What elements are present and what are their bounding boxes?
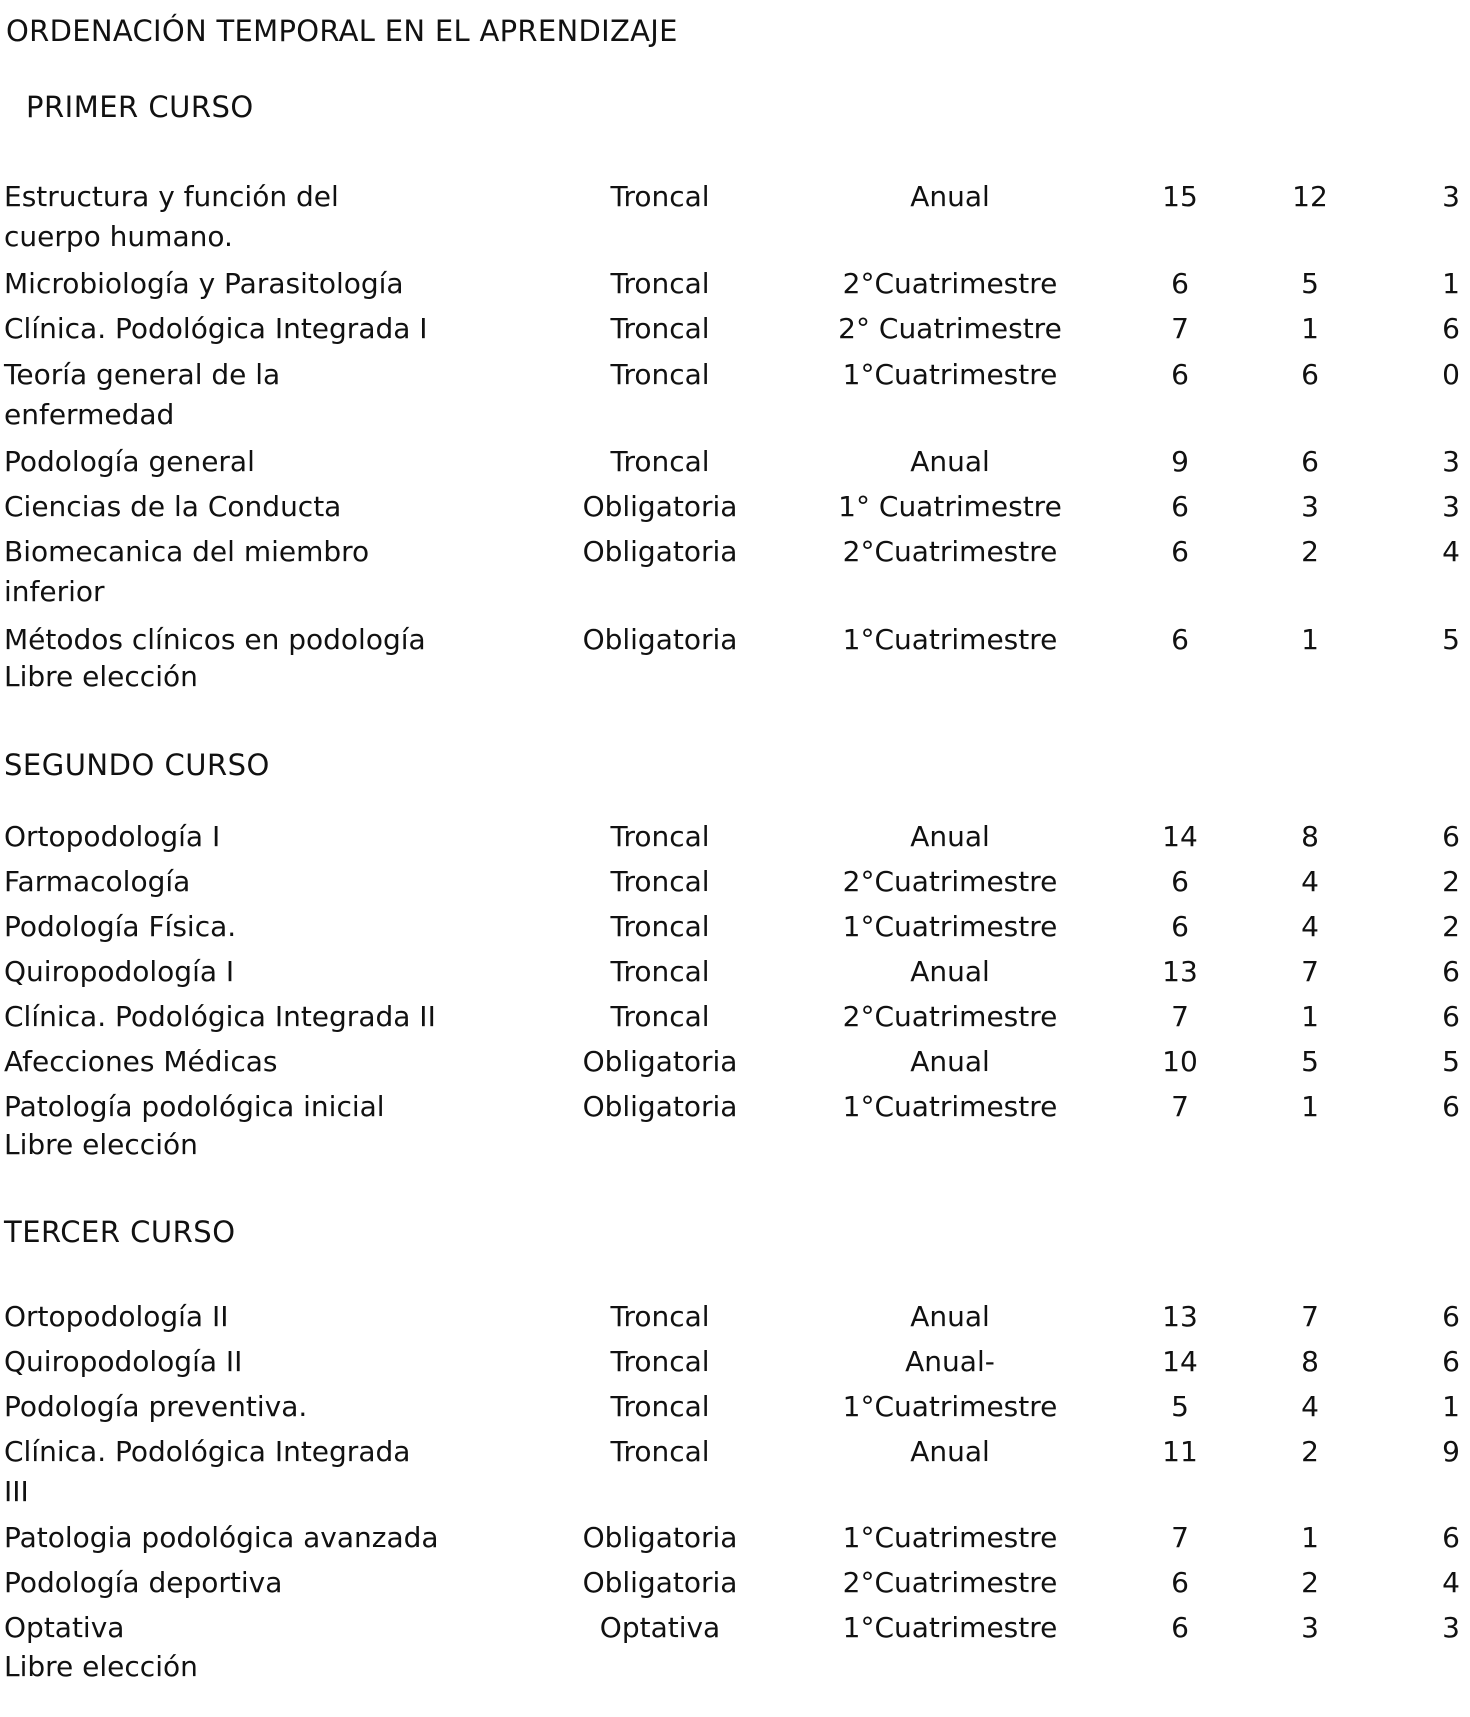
subject-type: Obligatoria	[582, 490, 738, 523]
subject-name: Quiropodología I	[4, 955, 235, 988]
libre-eleccion-label: Libre elección	[4, 660, 198, 693]
subject-type: Troncal	[610, 1435, 710, 1468]
table-row	[0, 1085, 1470, 1129]
table-row	[0, 905, 1470, 949]
credits-theory: 7	[1301, 955, 1319, 988]
subject-period: 1°Cuatrimestre	[842, 910, 1058, 943]
credits-practice: 5	[1442, 623, 1460, 656]
table-row	[0, 1516, 1470, 1560]
table-row	[0, 950, 1470, 994]
credits-practice: 1	[1442, 1390, 1460, 1423]
subject-period: 1°Cuatrimestre	[842, 1090, 1058, 1123]
credits-total: 7	[1171, 1000, 1189, 1033]
table-row	[0, 1561, 1470, 1605]
subject-period: 2°Cuatrimestre	[842, 1566, 1058, 1599]
section-heading: PRIMER CURSO	[26, 90, 254, 124]
credits-theory: 1	[1301, 312, 1319, 345]
subject-type: Troncal	[610, 955, 710, 988]
table-row	[0, 1040, 1470, 1084]
credits-theory: 1	[1301, 1090, 1319, 1123]
subject-period: 1° Cuatrimestre	[838, 490, 1062, 523]
credits-theory: 6	[1301, 358, 1319, 391]
credits-theory: 4	[1301, 910, 1319, 943]
credits-practice: 6	[1442, 1000, 1460, 1033]
table-row	[0, 440, 1470, 484]
credits-practice: 6	[1442, 1345, 1460, 1378]
credits-theory: 4	[1301, 865, 1319, 898]
subject-name: Microbiología y Parasitología	[4, 267, 404, 300]
subject-period: Anual	[910, 820, 990, 853]
subject-period: Anual	[910, 955, 990, 988]
subject-period: Anual	[910, 1045, 990, 1078]
subject-name: Afecciones Médicas	[4, 1045, 278, 1078]
subject-period: 2°Cuatrimestre	[842, 267, 1058, 300]
subject-name: Clínica. Podológica Integrada	[4, 1435, 411, 1468]
section-heading: SEGUNDO CURSO	[4, 748, 270, 782]
credits-practice: 1	[1442, 267, 1460, 300]
subject-type: Troncal	[610, 180, 710, 213]
credits-total: 6	[1171, 535, 1189, 568]
subject-type: Troncal	[610, 1000, 710, 1033]
credits-theory: 1	[1301, 1521, 1319, 1554]
subject-name-continued: enfermedad	[4, 398, 175, 431]
subject-type: Troncal	[610, 820, 710, 853]
subject-period: Anual	[910, 180, 990, 213]
credits-practice: 6	[1442, 312, 1460, 345]
libre-eleccion-label: Libre elección	[4, 1650, 198, 1683]
subject-period: 1°Cuatrimestre	[842, 623, 1058, 656]
subject-period: Anual	[910, 1300, 990, 1333]
credits-theory: 2	[1301, 1435, 1319, 1468]
credits-total: 7	[1171, 1090, 1189, 1123]
subject-type: Troncal	[610, 267, 710, 300]
subject-name: Teoría general de la	[4, 358, 281, 391]
subject-period: 1°Cuatrimestre	[842, 1521, 1058, 1554]
credits-theory: 8	[1301, 1345, 1319, 1378]
table-row	[0, 1430, 1470, 1508]
credits-total: 6	[1171, 865, 1189, 898]
credits-practice: 6	[1442, 820, 1460, 853]
table-row	[0, 815, 1470, 859]
subject-name: Ortopodología I	[4, 820, 221, 853]
credits-theory: 1	[1301, 1000, 1319, 1033]
credits-practice: 6	[1442, 1521, 1460, 1554]
subject-period: Anual	[910, 445, 990, 478]
libre-eleccion-label: Libre elección	[4, 1128, 198, 1161]
credits-total: 15	[1162, 180, 1198, 213]
credits-total: 6	[1171, 267, 1189, 300]
subject-name: Podología deportiva	[4, 1566, 283, 1599]
subject-period: 2°Cuatrimestre	[842, 535, 1058, 568]
credits-total: 6	[1171, 490, 1189, 523]
credits-total: 11	[1162, 1435, 1198, 1468]
subject-type: Obligatoria	[582, 1566, 738, 1599]
credits-theory: 1	[1301, 623, 1319, 656]
credits-total: 14	[1162, 1345, 1198, 1378]
subject-name: Métodos clínicos en podología	[4, 623, 426, 656]
section-heading: TERCER CURSO	[4, 1215, 236, 1249]
table-row	[0, 262, 1470, 306]
subject-name: Clínica. Podológica Integrada I	[4, 312, 428, 345]
table-row	[0, 618, 1470, 662]
subject-type: Obligatoria	[582, 1521, 738, 1554]
credits-theory: 2	[1301, 1566, 1319, 1599]
credits-practice: 3	[1442, 490, 1460, 523]
credits-practice: 4	[1442, 535, 1460, 568]
credits-total: 6	[1171, 1566, 1189, 1599]
credits-theory: 5	[1301, 267, 1319, 300]
subject-name: Quiropodología II	[4, 1345, 243, 1378]
credits-practice: 6	[1442, 955, 1460, 988]
credits-theory: 3	[1301, 1611, 1319, 1644]
subject-name-continued: III	[4, 1475, 29, 1508]
credits-theory: 8	[1301, 820, 1319, 853]
subject-period: 2° Cuatrimestre	[838, 312, 1062, 345]
credits-theory: 4	[1301, 1390, 1319, 1423]
credits-practice: 3	[1442, 1611, 1460, 1644]
credits-total: 5	[1171, 1390, 1189, 1423]
subject-name: Clínica. Podológica Integrada II	[4, 1000, 436, 1033]
credits-practice: 6	[1442, 1090, 1460, 1123]
credits-total: 6	[1171, 358, 1189, 391]
subject-name: Podología preventiva.	[4, 1390, 308, 1423]
subject-name: Podología general	[4, 445, 255, 478]
subject-type: Troncal	[610, 1390, 710, 1423]
document-title: ORDENACIÓN TEMPORAL EN EL APRENDIZAJE	[6, 14, 678, 48]
subject-type: Optativa	[599, 1611, 721, 1644]
table-row	[0, 353, 1470, 431]
subject-name: Estructura y función del	[4, 180, 339, 213]
credits-theory: 12	[1292, 180, 1328, 213]
credits-practice: 3	[1442, 445, 1460, 478]
credits-total: 10	[1162, 1045, 1198, 1078]
table-row	[0, 175, 1470, 253]
subject-period: 2°Cuatrimestre	[842, 865, 1058, 898]
credits-total: 7	[1171, 312, 1189, 345]
subject-period: 1°Cuatrimestre	[842, 1390, 1058, 1423]
subject-period: 2°Cuatrimestre	[842, 1000, 1058, 1033]
credits-total: 13	[1162, 955, 1198, 988]
credits-practice: 5	[1442, 1045, 1460, 1078]
table-row	[0, 1295, 1470, 1339]
credits-practice: 4	[1442, 1566, 1460, 1599]
credits-practice: 6	[1442, 1300, 1460, 1333]
subject-period: Anual	[910, 1435, 990, 1468]
credits-practice: 0	[1442, 358, 1460, 391]
credits-theory: 2	[1301, 535, 1319, 568]
subject-type: Obligatoria	[582, 1045, 738, 1078]
subject-type: Troncal	[610, 358, 710, 391]
subject-name-continued: inferior	[4, 575, 105, 608]
table-row	[0, 485, 1470, 529]
subject-type: Troncal	[610, 1300, 710, 1333]
subject-type: Obligatoria	[582, 1090, 738, 1123]
subject-period: 1°Cuatrimestre	[842, 358, 1058, 391]
credits-practice: 3	[1442, 180, 1460, 213]
credits-theory: 6	[1301, 445, 1319, 478]
credits-practice: 2	[1442, 865, 1460, 898]
credits-total: 7	[1171, 1521, 1189, 1554]
credits-total: 6	[1171, 1611, 1189, 1644]
credits-total: 13	[1162, 1300, 1198, 1333]
subject-type: Troncal	[610, 445, 710, 478]
credits-total: 6	[1171, 623, 1189, 656]
table-row	[0, 1340, 1470, 1384]
subject-name: Optativa	[4, 1611, 125, 1644]
credits-total: 14	[1162, 820, 1198, 853]
subject-name: Farmacología	[4, 865, 191, 898]
subject-period: 1°Cuatrimestre	[842, 1611, 1058, 1644]
subject-type: Troncal	[610, 1345, 710, 1378]
subject-type: Troncal	[610, 865, 710, 898]
credits-practice: 2	[1442, 910, 1460, 943]
subject-type: Obligatoria	[582, 623, 738, 656]
table-row	[0, 307, 1470, 351]
subject-name: Patologia podológica avanzada	[4, 1521, 439, 1554]
credits-practice: 9	[1442, 1435, 1460, 1468]
credits-theory: 3	[1301, 490, 1319, 523]
table-row	[0, 530, 1470, 608]
credits-total: 6	[1171, 910, 1189, 943]
subject-period: Anual-	[905, 1345, 995, 1378]
subject-name: Ciencias de la Conducta	[4, 490, 342, 523]
subject-name: Patología podológica inicial	[4, 1090, 385, 1123]
subject-name-continued: cuerpo humano.	[4, 220, 233, 253]
subject-name: Podología Física.	[4, 910, 237, 943]
credits-theory: 5	[1301, 1045, 1319, 1078]
subject-type: Troncal	[610, 312, 710, 345]
subject-name: Biomecanica del miembro	[4, 535, 370, 568]
subject-type: Obligatoria	[582, 535, 738, 568]
table-row	[0, 1606, 1470, 1650]
subject-name: Ortopodología II	[4, 1300, 229, 1333]
table-row	[0, 1385, 1470, 1429]
subject-type: Troncal	[610, 910, 710, 943]
credits-theory: 7	[1301, 1300, 1319, 1333]
credits-total: 9	[1171, 445, 1189, 478]
table-row	[0, 860, 1470, 904]
table-row	[0, 995, 1470, 1039]
